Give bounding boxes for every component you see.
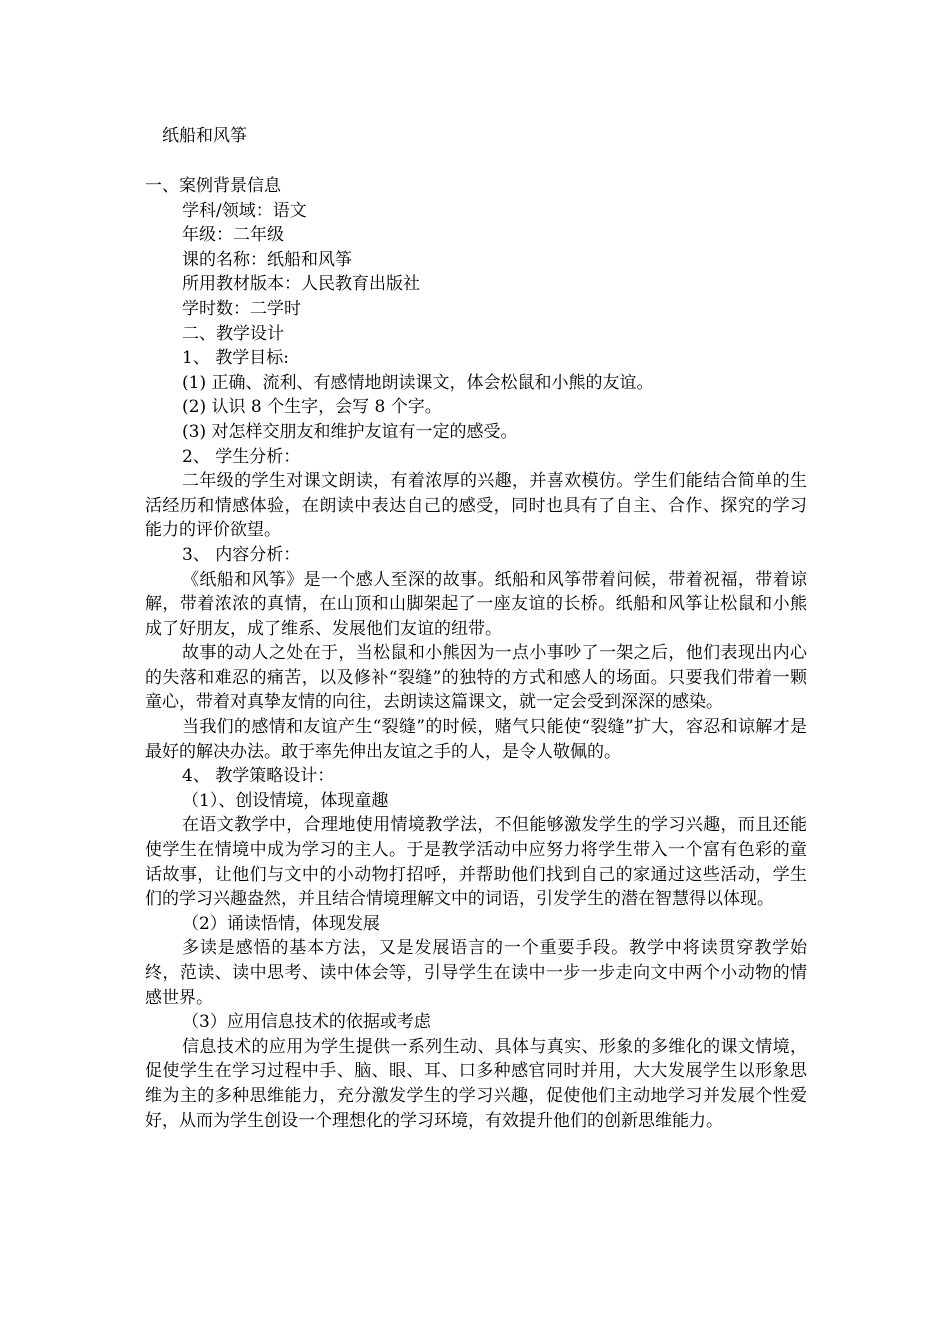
objective-item-2: (2) 认识 8 个生字，会写 8 个字。 [182, 397, 442, 418]
subheading-strategy: 4、 教学策略设计： [182, 766, 335, 787]
objective-item-1: (1) 正确、流利、有感情地朗读课文，体会松鼠和小熊的友谊。 [182, 372, 654, 393]
paragraph-student-analysis: 二年级的学生对课文朗读，有着浓厚的兴趣，并喜欢模仿。学生们能结合简单的生活经历和情感体验，在朗读中表达自己的感受，同时也具有了自主、合作、探究的学习能力的评价欲望。 [145, 471, 807, 541]
strategy-item-1-heading: （1）、创设情境，体现童趣 [182, 790, 389, 811]
section-heading-design: 二、教学设计 [182, 323, 284, 344]
document-body [145, 174, 807, 1133]
paragraph-content-3: 当我们的感情和友谊产生“裂缝”的时候，赌气只能使“裂缝”扩大，容忍和谅解才是最好的解决办法。敢于率先伸出友谊之手的人，是令人敬佩的。 [145, 717, 807, 762]
paragraph-strategy-3: 信息技术的应用为学生提供一系列生动、具体与真实、形象的多维化的课文情境，促使学生在学习过程中手、脑、眼、耳、口多种感官同时并用，大大发展学生以形象思维为主的多种思维能力，充分激发学生的学习兴趣，促使他们主动地学习并发展个性爱好，从而为学生创设一个理想化的学习环境，有效提升他们的创新思维能力。 [145, 1036, 807, 1131]
paragraph-strategy-1: 在语文教学中，合理地使用情境教学法，不但能够激发学生的学习兴趣，而且还能使学生在情境中成为学习的主人。于是教学活动中应努力将学生带入一个富有色彩的童话故事，让他们与文中的小动物打招呼，并帮助他们找到自己的家通过这些活动，学生们的学习兴趣盎然，并且结合情境理解文中的词语，引发学生的潜在智慧得以体现。 [145, 815, 807, 910]
info-textbook-edition: 所用教材版本：人民教育出版社 [182, 274, 420, 295]
subheading-content-analysis: 3、 内容分析： [182, 544, 301, 565]
info-lesson-name: 课的名称：纸船和风筝 [182, 249, 352, 270]
paragraph-content-2: 故事的动人之处在于，当松鼠和小熊因为一点小事吵了一架之后，他们表现出内心的失落和难忍的痛苦，以及修补“裂缝”的独特的方式和感人的场面。只要我们带着一颗童心，带着对真挚友情的向往，去朗读这篇课文，就一定会受到深深的感染。 [145, 643, 807, 713]
strategy-item-2-heading: （2）诵读悟情，体现发展 [182, 913, 380, 934]
section-heading-background: 一、案例背景信息 [145, 176, 281, 196]
info-class-hours: 学时数：二学时 [182, 298, 301, 319]
paragraph-content-1: 《纸船和风筝》是一个感人至深的故事。纸船和风筝带着问候，带着祝福，带着谅解，带着浓浓的真情，在山顶和山脚架起了一座友谊的长桥。纸船和风筝让松鼠和小熊成了好朋友，成了维系、发展他们友谊的纽带。 [145, 569, 807, 639]
subheading-objectives: 1、 教学目标: [182, 348, 289, 369]
objective-item-3: (3) 对怎样交朋友和维护友谊有一定的感受。 [182, 421, 518, 442]
document-title: 纸船和风筝 [162, 126, 247, 146]
subheading-student-analysis: 2、 学生分析： [182, 446, 301, 467]
info-grade: 年级：二年级 [182, 225, 284, 246]
info-subject: 学科/领域：语文 [182, 200, 307, 221]
strategy-item-3-heading: （3）应用信息技术的依据或考虑 [182, 1012, 431, 1033]
paragraph-strategy-2: 多读是感悟的基本方法，又是发展语言的一个重要手段。教学中将读贯穿教学始终，范读、读中思考、读中体会等，引导学生在读中一步一步走向文中两个小动物的情感世界。 [145, 938, 807, 1008]
